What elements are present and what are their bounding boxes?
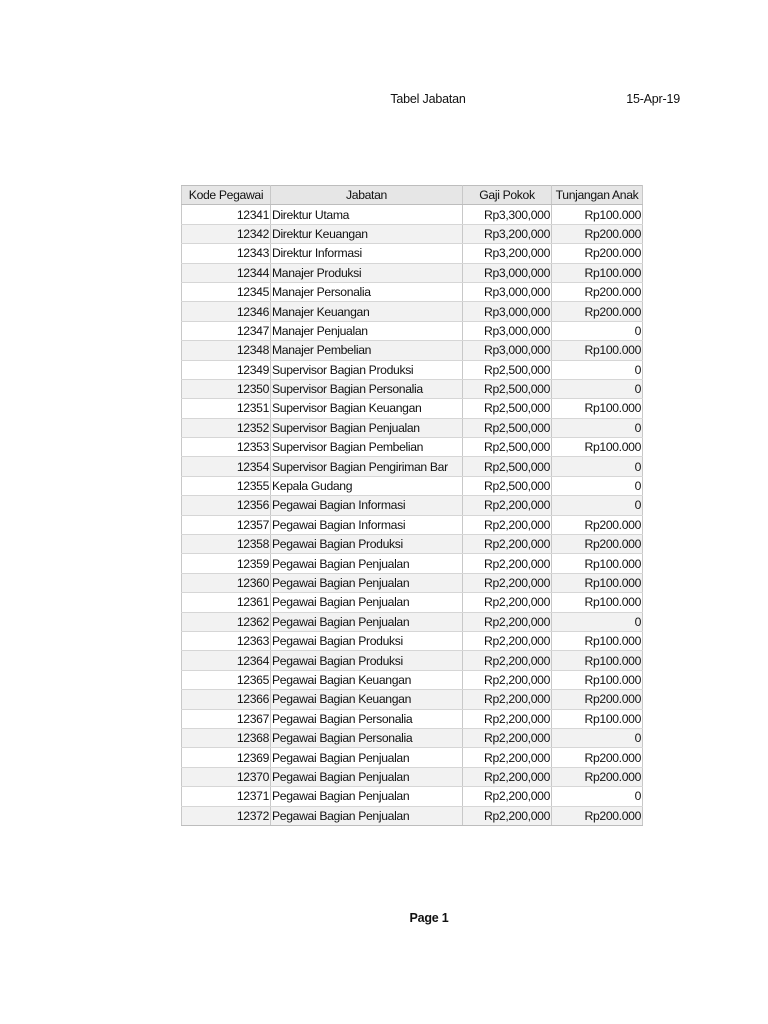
gaji-pokok-cell: Rp3,300,000 — [463, 205, 552, 224]
gaji-pokok-cell: Rp2,200,000 — [463, 593, 552, 612]
tunjangan-anak-cell: Rp200.000 — [552, 515, 643, 534]
gaji-pokok-cell: Rp3,200,000 — [463, 244, 552, 263]
table-row — [182, 263, 643, 282]
column-header-jabatan: Jabatan — [271, 186, 463, 205]
column-header-gaji-pokok: Gaji Pokok — [463, 186, 552, 205]
table-row — [182, 399, 643, 418]
gaji-pokok-cell: Rp2,500,000 — [463, 379, 552, 398]
jabatan-table — [181, 185, 643, 826]
gaji-pokok-cell: Rp2,200,000 — [463, 709, 552, 728]
table-row — [182, 476, 643, 495]
jabatan-cell: Manajer Personalia — [271, 282, 463, 301]
tunjangan-anak-cell: 0 — [552, 496, 643, 515]
kode-pegawai-cell: 12366 — [182, 690, 271, 709]
tunjangan-anak-cell: 0 — [552, 321, 643, 340]
jabatan-cell: Pegawai Bagian Penjualan — [271, 787, 463, 806]
kode-pegawai-cell: 12354 — [182, 457, 271, 476]
table-row — [182, 728, 643, 747]
jabatan-cell: Pegawai Bagian Penjualan — [271, 573, 463, 592]
tunjangan-anak-cell: Rp200.000 — [552, 767, 643, 786]
jabatan-cell: Pegawai Bagian Informasi — [271, 515, 463, 534]
jabatan-cell: Manajer Pembelian — [271, 341, 463, 360]
tunjangan-anak-cell: Rp100.000 — [552, 399, 643, 418]
tunjangan-anak-cell: Rp100.000 — [552, 631, 643, 650]
table-row — [182, 612, 643, 631]
table-row — [182, 360, 643, 379]
tunjangan-anak-cell: Rp100.000 — [552, 573, 643, 592]
jabatan-cell: Pegawai Bagian Keuangan — [271, 690, 463, 709]
jabatan-cell: Pegawai Bagian Informasi — [271, 496, 463, 515]
gaji-pokok-cell: Rp2,200,000 — [463, 515, 552, 534]
table-row — [182, 515, 643, 534]
table-header — [182, 186, 643, 205]
tunjangan-anak-cell: Rp100.000 — [552, 341, 643, 360]
gaji-pokok-cell: Rp3,000,000 — [463, 263, 552, 282]
tunjangan-anak-cell: Rp100.000 — [552, 263, 643, 282]
table-row — [182, 379, 643, 398]
gaji-pokok-cell: Rp2,500,000 — [463, 399, 552, 418]
jabatan-cell: Pegawai Bagian Personalia — [271, 728, 463, 747]
table-row — [182, 787, 643, 806]
kode-pegawai-cell: 12345 — [182, 282, 271, 301]
report-date: 15-Apr-19 — [626, 92, 680, 106]
tunjangan-anak-cell: Rp100.000 — [552, 670, 643, 689]
kode-pegawai-cell: 12359 — [182, 554, 271, 573]
gaji-pokok-cell: Rp2,500,000 — [463, 438, 552, 457]
jabatan-cell: Supervisor Bagian Pembelian — [271, 438, 463, 457]
gaji-pokok-cell: Rp2,200,000 — [463, 690, 552, 709]
kode-pegawai-cell: 12351 — [182, 399, 271, 418]
gaji-pokok-cell: Rp2,500,000 — [463, 360, 552, 379]
kode-pegawai-cell: 12358 — [182, 535, 271, 554]
gaji-pokok-cell: Rp2,200,000 — [463, 535, 552, 554]
jabatan-cell: Direktur Keuangan — [271, 224, 463, 243]
jabatan-cell: Pegawai Bagian Penjualan — [271, 767, 463, 786]
tunjangan-anak-cell: Rp100.000 — [552, 709, 643, 728]
table-row — [182, 224, 643, 243]
table-row — [182, 593, 643, 612]
kode-pegawai-cell: 12353 — [182, 438, 271, 457]
table-row — [182, 690, 643, 709]
table-row — [182, 535, 643, 554]
gaji-pokok-cell: Rp2,200,000 — [463, 806, 552, 825]
tunjangan-anak-cell: 0 — [552, 379, 643, 398]
tunjangan-anak-cell: Rp200.000 — [552, 748, 643, 767]
tunjangan-anak-cell: Rp100.000 — [552, 554, 643, 573]
tunjangan-anak-cell: Rp200.000 — [552, 535, 643, 554]
table-row — [182, 554, 643, 573]
tunjangan-anak-cell: 0 — [552, 728, 643, 747]
table-row — [182, 244, 643, 263]
jabatan-cell: Supervisor Bagian Produksi — [271, 360, 463, 379]
gaji-pokok-cell: Rp2,500,000 — [463, 457, 552, 476]
tunjangan-anak-cell: Rp100.000 — [552, 205, 643, 224]
kode-pegawai-cell: 12365 — [182, 670, 271, 689]
jabatan-cell: Supervisor Bagian Keuangan — [271, 399, 463, 418]
jabatan-cell: Pegawai Bagian Penjualan — [271, 612, 463, 631]
kode-pegawai-cell: 12347 — [182, 321, 271, 340]
jabatan-cell: Pegawai Bagian Personalia — [271, 709, 463, 728]
kode-pegawai-cell: 12361 — [182, 593, 271, 612]
jabatan-cell: Manajer Keuangan — [271, 302, 463, 321]
jabatan-cell: Pegawai Bagian Produksi — [271, 535, 463, 554]
table-row — [182, 651, 643, 670]
tunjangan-anak-cell: 0 — [552, 360, 643, 379]
jabatan-cell: Kepala Gudang — [271, 476, 463, 495]
jabatan-cell: Pegawai Bagian Penjualan — [271, 593, 463, 612]
kode-pegawai-cell: 12342 — [182, 224, 271, 243]
kode-pegawai-cell: 12349 — [182, 360, 271, 379]
gaji-pokok-cell: Rp2,200,000 — [463, 554, 552, 573]
tunjangan-anak-cell: 0 — [552, 476, 643, 495]
jabatan-cell: Pegawai Bagian Keuangan — [271, 670, 463, 689]
kode-pegawai-cell: 12363 — [182, 631, 271, 650]
table-row — [182, 496, 643, 515]
tunjangan-anak-cell: 0 — [552, 418, 643, 437]
gaji-pokok-cell: Rp2,500,000 — [463, 418, 552, 437]
tunjangan-anak-cell: Rp100.000 — [552, 438, 643, 457]
gaji-pokok-cell: Rp2,200,000 — [463, 496, 552, 515]
jabatan-cell: Direktur Utama — [271, 205, 463, 224]
table-row — [182, 748, 643, 767]
kode-pegawai-cell: 12357 — [182, 515, 271, 534]
jabatan-cell: Supervisor Bagian Personalia — [271, 379, 463, 398]
gaji-pokok-cell: Rp2,500,000 — [463, 476, 552, 495]
table-row — [182, 205, 643, 224]
jabatan-cell: Pegawai Bagian Penjualan — [271, 554, 463, 573]
page-number: Page 1 — [409, 911, 449, 925]
jabatan-cell: Manajer Produksi — [271, 263, 463, 282]
tunjangan-anak-cell: Rp200.000 — [552, 690, 643, 709]
kode-pegawai-cell: 12344 — [182, 263, 271, 282]
kode-pegawai-cell: 12356 — [182, 496, 271, 515]
tunjangan-anak-cell: Rp100.000 — [552, 651, 643, 670]
gaji-pokok-cell: Rp2,200,000 — [463, 651, 552, 670]
kode-pegawai-cell: 12368 — [182, 728, 271, 747]
tunjangan-anak-cell: 0 — [552, 612, 643, 631]
column-header-kode-pegawai: Kode Pegawai — [182, 186, 271, 205]
table-row — [182, 321, 643, 340]
jabatan-cell: Pegawai Bagian Produksi — [271, 631, 463, 650]
jabatan-cell: Pegawai Bagian Penjualan — [271, 806, 463, 825]
gaji-pokok-cell: Rp2,200,000 — [463, 573, 552, 592]
gaji-pokok-cell: Rp2,200,000 — [463, 631, 552, 650]
tunjangan-anak-cell: Rp200.000 — [552, 224, 643, 243]
table-row — [182, 709, 643, 728]
jabatan-cell: Manajer Penjualan — [271, 321, 463, 340]
gaji-pokok-cell: Rp2,200,000 — [463, 748, 552, 767]
gaji-pokok-cell: Rp2,200,000 — [463, 670, 552, 689]
table-row — [182, 341, 643, 360]
gaji-pokok-cell: Rp2,200,000 — [463, 767, 552, 786]
column-header-tunjangan-anak: Tunjangan Anak — [552, 186, 643, 205]
tunjangan-anak-cell: Rp200.000 — [552, 244, 643, 263]
report-title: Tabel Jabatan — [390, 92, 466, 106]
jabatan-cell: Supervisor Bagian Penjualan — [271, 418, 463, 437]
kode-pegawai-cell: 12341 — [182, 205, 271, 224]
tunjangan-anak-cell: Rp200.000 — [552, 806, 643, 825]
table-row — [182, 806, 643, 825]
gaji-pokok-cell: Rp2,200,000 — [463, 728, 552, 747]
gaji-pokok-cell: Rp2,200,000 — [463, 787, 552, 806]
table-row — [182, 573, 643, 592]
gaji-pokok-cell: Rp3,000,000 — [463, 341, 552, 360]
table-row — [182, 282, 643, 301]
gaji-pokok-cell: Rp3,200,000 — [463, 224, 552, 243]
table-row — [182, 631, 643, 650]
gaji-pokok-cell: Rp2,200,000 — [463, 612, 552, 631]
kode-pegawai-cell: 12352 — [182, 418, 271, 437]
table-body — [182, 205, 643, 826]
table-row — [182, 457, 643, 476]
jabatan-cell: Pegawai Bagian Penjualan — [271, 748, 463, 767]
kode-pegawai-cell: 12346 — [182, 302, 271, 321]
gaji-pokok-cell: Rp3,000,000 — [463, 282, 552, 301]
kode-pegawai-cell: 12355 — [182, 476, 271, 495]
table-row — [182, 438, 643, 457]
kode-pegawai-cell: 12362 — [182, 612, 271, 631]
kode-pegawai-cell: 12350 — [182, 379, 271, 398]
tunjangan-anak-cell: Rp100.000 — [552, 593, 643, 612]
kode-pegawai-cell: 12370 — [182, 767, 271, 786]
header-row — [182, 186, 643, 205]
kode-pegawai-cell: 12371 — [182, 787, 271, 806]
jabatan-cell: Supervisor Bagian Pengiriman Bar — [271, 457, 463, 476]
kode-pegawai-cell: 12369 — [182, 748, 271, 767]
kode-pegawai-cell: 12348 — [182, 341, 271, 360]
gaji-pokok-cell: Rp3,000,000 — [463, 321, 552, 340]
tunjangan-anak-cell: 0 — [552, 787, 643, 806]
kode-pegawai-cell: 12364 — [182, 651, 271, 670]
kode-pegawai-cell: 12372 — [182, 806, 271, 825]
table-row — [182, 418, 643, 437]
jabatan-cell: Direktur Informasi — [271, 244, 463, 263]
kode-pegawai-cell: 12360 — [182, 573, 271, 592]
kode-pegawai-cell: 12343 — [182, 244, 271, 263]
table-row — [182, 302, 643, 321]
tunjangan-anak-cell: Rp200.000 — [552, 302, 643, 321]
tunjangan-anak-cell: 0 — [552, 457, 643, 476]
kode-pegawai-cell: 12367 — [182, 709, 271, 728]
table-row — [182, 670, 643, 689]
jabatan-cell: Pegawai Bagian Produksi — [271, 651, 463, 670]
gaji-pokok-cell: Rp3,000,000 — [463, 302, 552, 321]
table-row — [182, 767, 643, 786]
tunjangan-anak-cell: Rp200.000 — [552, 282, 643, 301]
